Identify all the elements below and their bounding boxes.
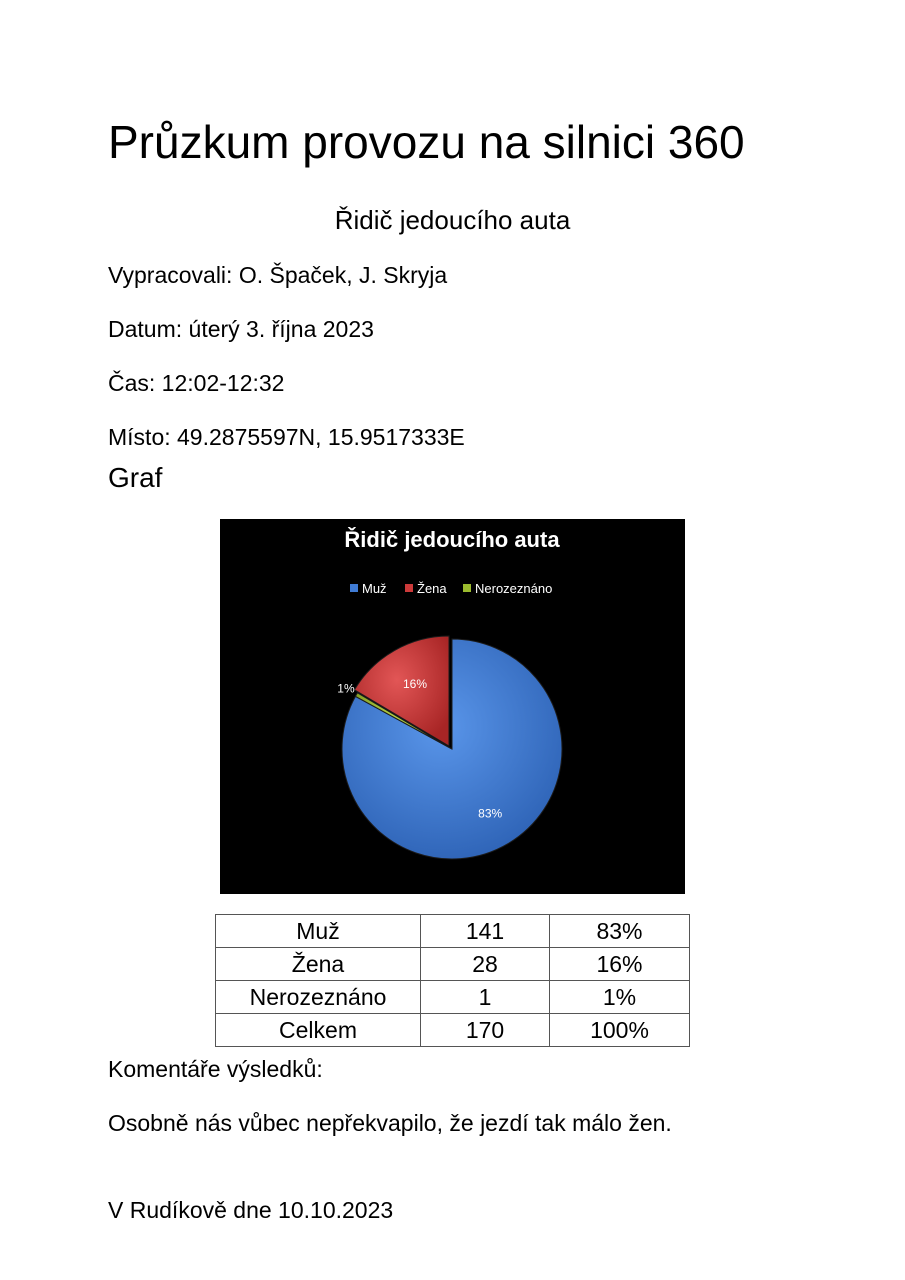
pie-data-label: 1% [337, 681, 355, 696]
pie-data-label: 83% [478, 806, 503, 821]
legend-swatch [463, 584, 471, 592]
row-count-cell: 170 [421, 1014, 550, 1047]
row-count-cell: 28 [421, 948, 550, 981]
page-subtitle: Řidič jedoucího auta [334, 205, 571, 235]
row-label-cell: Žena [216, 948, 421, 981]
legend-label: Muž [362, 581, 387, 596]
comment-label: Komentáře výsledků: [108, 1056, 323, 1082]
pie-chart-svg [220, 519, 685, 894]
table-row [216, 948, 690, 981]
row-percent-cell: 83% [550, 915, 690, 948]
legend-label: Žena [417, 581, 447, 596]
table-row [216, 915, 690, 948]
pie-chart [220, 519, 685, 894]
row-label-cell: Celkem [216, 1014, 421, 1047]
footer-signature-line: V Rudíkově dne 10.10.2023 [108, 1197, 394, 1223]
pie-slices [342, 636, 562, 859]
legend-label: Nerozeznáno [475, 581, 553, 596]
row-percent-cell: 100% [550, 1014, 690, 1047]
table-row [216, 1014, 690, 1047]
row-count-cell: 1 [421, 981, 550, 1014]
row-percent-cell: 1% [550, 981, 690, 1014]
results-table [215, 914, 690, 1047]
date-line: Datum: úterý 3. října 2023 [108, 316, 374, 342]
row-label-cell: Nerozeznáno [216, 981, 421, 1014]
pie-data-label: 16% [402, 676, 428, 691]
page-title: Průzkum provozu na silnici 360 [108, 116, 745, 168]
row-label-cell: Muž [216, 915, 421, 948]
comment-text: Osobně nás vůbec nepřekvapilo, že jezdí tak málo žen. [108, 1110, 672, 1136]
row-count-cell: 141 [421, 915, 550, 948]
time-line: Čas: 12:02-12:32 [108, 370, 285, 396]
authors-line: Vypracovali: O. Špaček, J. Skryja [108, 262, 448, 288]
place-line: Místo: 49.2875597N, 15.9517333E [108, 424, 465, 450]
chart-title: Řidič jedoucího auta [344, 527, 560, 552]
legend-swatch [405, 584, 413, 592]
graph-heading: Graf [108, 462, 163, 493]
legend-swatch [350, 584, 358, 592]
table-row [216, 981, 690, 1014]
chart-legend [350, 581, 552, 596]
row-percent-cell: 16% [550, 948, 690, 981]
